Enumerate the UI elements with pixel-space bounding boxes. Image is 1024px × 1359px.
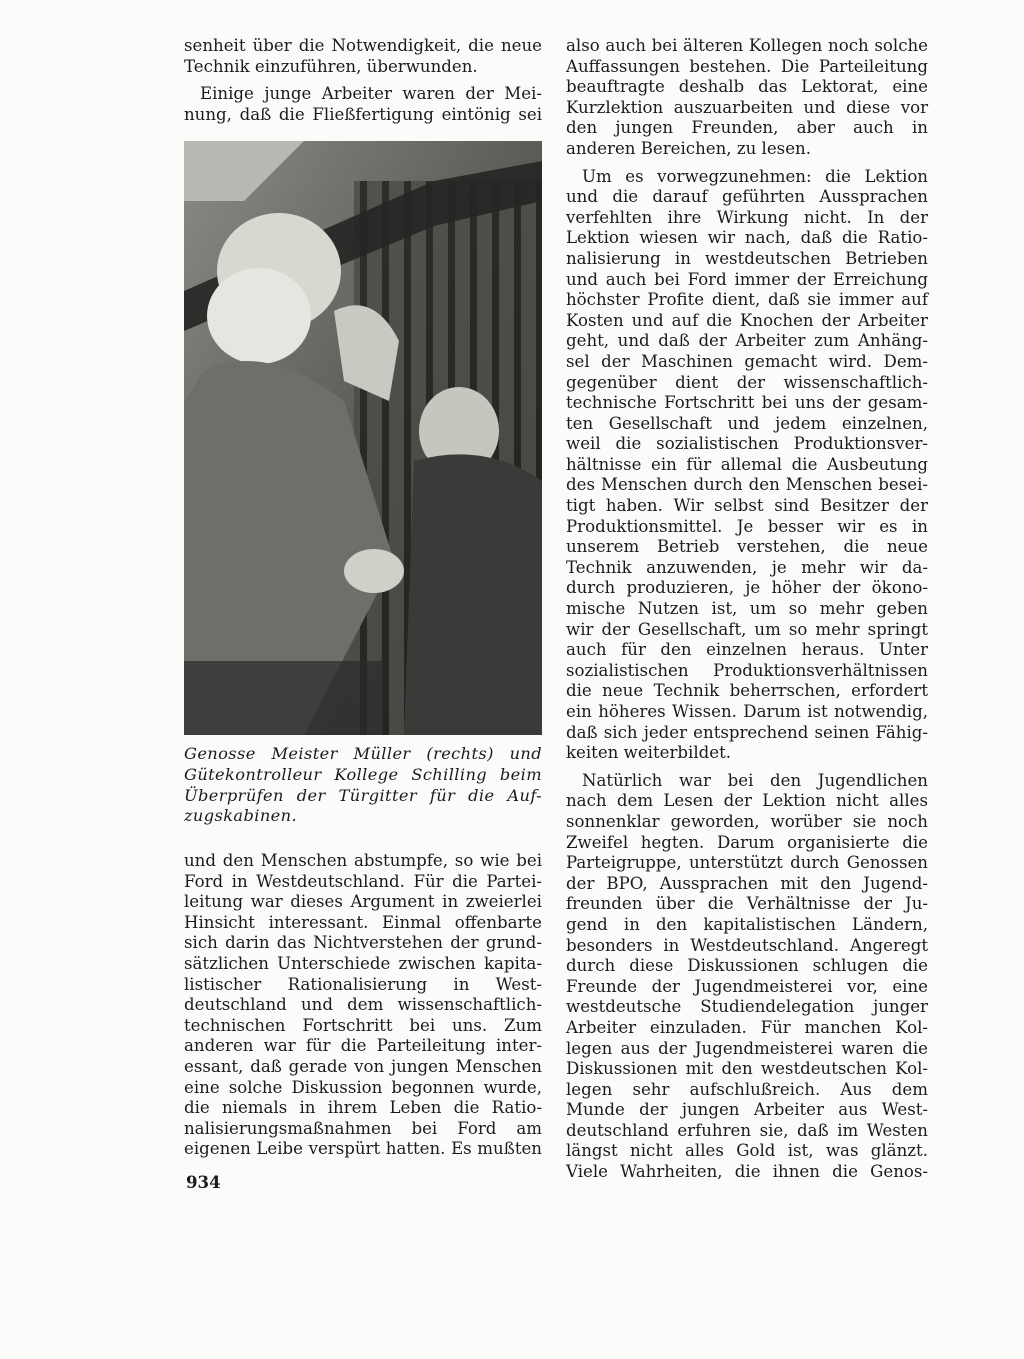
- text-line: durch diese Diskussionen schlugen die: [566, 956, 928, 976]
- text-line: Diskussionen mit den westdeutschen Kol-: [566, 1059, 928, 1079]
- text-line: Technik anzuwenden, je mehr wir da-: [566, 557, 928, 577]
- text-line: technische Fortschritt bei uns der gesam-: [566, 393, 928, 413]
- text-line: des Menschen durch den Menschen besei-: [566, 475, 928, 495]
- text-line: sich darin das Nichtverstehen der grund-: [184, 933, 542, 953]
- text-line: durch produzieren, je höher der ökono-: [566, 578, 928, 598]
- text-line: eigenen Leibe verspürt hatten. Es mußten: [184, 1139, 542, 1159]
- text-line: Hinsicht interessant. Einmal offenbarte: [184, 912, 542, 932]
- text-line: die niemals in ihrem Leben die Ratio-: [184, 1098, 542, 1118]
- text-line: auch für den einzelnen heraus. Unter: [566, 640, 928, 660]
- right-column: [566, 36, 928, 1183]
- text-line: Parteigruppe, unterstützt durch Genossen: [566, 853, 928, 873]
- text-line: beauftragte deshalb das Lektorat, eine: [566, 77, 928, 97]
- text-line: und die darauf geführten Aussprachen: [566, 187, 928, 207]
- text-line: ten Gesellschaft und jedem einzelnen,: [566, 413, 928, 433]
- text-line: technischen Fortschritt bei uns. Zum: [184, 1015, 542, 1035]
- text-line: nung, daß die Fließfertigung eintönig sei: [184, 104, 542, 124]
- caption-line: zugskabinen.: [184, 806, 297, 826]
- text-line: legen sehr aufschlußreich. Aus dem: [566, 1079, 928, 1099]
- text-line: weil die sozialistischen Produktionsver-: [566, 434, 928, 454]
- text-line: Munde der jungen Arbeiter aus West-: [566, 1100, 928, 1120]
- text-line: daß sich jeder entsprechend seinen Fähig-: [566, 722, 928, 742]
- text-line: freunden über die Verhältnisse der Ju-: [566, 894, 928, 914]
- text-line: unserem Betrieb verstehen, die neue: [566, 537, 928, 557]
- text-line: höchster Profite dient, daß sie immer auf: [566, 290, 928, 310]
- text-line: sozialistischen Produktionsverhältnissen: [566, 660, 928, 680]
- text-line: nalisierungsmaßnahmen bei Ford am: [184, 1118, 542, 1138]
- text-line: Produktionsmittel. Je besser wir es in: [566, 516, 928, 536]
- text-line: die neue Technik beherrschen, erfordert: [566, 681, 928, 701]
- text-line: deutschland und dem wissenschaftlich-: [184, 995, 542, 1015]
- text-line: essant, daß gerade von jungen Menschen: [184, 1056, 542, 1076]
- text-line: und auch bei Ford immer der Erreichung: [566, 269, 928, 289]
- text-line: listischer Rationalisierung in West-: [184, 974, 542, 994]
- text-line: eine solche Diskussion begonnen wurde,: [184, 1077, 542, 1097]
- left-column-top: [184, 36, 542, 125]
- text-line: sel der Maschinen gemacht wird. Dem-: [566, 351, 928, 371]
- text-line: anderen Bereichen, zu lesen.: [566, 138, 811, 158]
- text-line: Natürlich war bei den Jugendlichen: [582, 770, 928, 790]
- text-line: sonnenklar geworden, worüber sie noch: [566, 811, 928, 831]
- text-line: hältnisse ein für allemal die Ausbeutung: [566, 454, 928, 474]
- text-line: gegenüber dient der wissenschaftlich-: [566, 372, 928, 392]
- text-line: sätzlichen Unterschiede zwischen kapita-: [184, 953, 542, 973]
- text-line: der BPO, Aussprachen mit den Jugend-: [566, 873, 928, 893]
- text-line: Einige junge Arbeiter waren der Mei-: [200, 84, 542, 104]
- text-line: westdeutsche Studiendelegation junger: [566, 997, 928, 1017]
- text-line: Um es vorwegzunehmen: die Lektion: [582, 166, 928, 186]
- caption-line: Überprüfen der Türgitter für die Auf-: [184, 785, 542, 805]
- text-line: Kosten und auf die Knochen der Arbeiter: [566, 310, 928, 330]
- text-line: verfehlten ihre Wirkung nicht. In der: [566, 207, 928, 227]
- caption-line: Gütekontrolleur Kollege Schilling beim: [184, 764, 542, 784]
- text-line: Auffassungen bestehen. Die Parteileitung: [566, 56, 928, 76]
- text-line: gend in den kapitalistischen Ländern,: [566, 914, 928, 934]
- text-line: tigt haben. Wir selbst sind Besitzer der: [566, 496, 928, 516]
- text-line: Kurzlektion auszuarbeiten und diese vor: [566, 97, 928, 117]
- text-line: mische Nutzen ist, um so mehr geben: [566, 599, 928, 619]
- text-line: also auch bei älteren Kollegen noch solche: [566, 36, 928, 55]
- text-line: Ford in Westdeutschland. Für die Partei-: [184, 871, 542, 891]
- page-number: 934: [186, 1172, 221, 1192]
- text-line: Zweifel hegten. Darum organisierte die: [566, 832, 928, 852]
- text-line: nalisierung in westdeutschen Betrieben: [566, 248, 928, 268]
- text-line: Lektion wiesen wir nach, daß die Ratio-: [566, 228, 928, 248]
- workers-photo-icon: [184, 141, 542, 735]
- text-line: leitung war dieses Argument in zweierlei: [184, 892, 542, 912]
- text-line: anderen war für die Parteileitung inter-: [184, 1036, 542, 1056]
- text-line: Viele Wahrheiten, die ihnen die Genos-: [566, 1162, 928, 1182]
- text-line: geht, und daß der Arbeiter zum Anhäng-: [566, 331, 928, 351]
- text-line: keiten weiterbildet.: [566, 743, 732, 763]
- caption-line: Genosse Meister Müller (rechts) und: [184, 744, 542, 763]
- text-line: den jungen Freunden, aber auch in: [566, 118, 928, 138]
- left-column-bottom: [184, 851, 542, 1160]
- text-line: deutschland erfuhren sie, daß im Westen: [566, 1120, 928, 1140]
- text-line: besonders in Westdeutschland. Angeregt: [566, 935, 928, 955]
- text-line: nach dem Lesen der Lektion nicht alles: [566, 791, 928, 811]
- text-line: ein höheres Wissen. Darum ist notwendig,: [566, 702, 928, 721]
- text-line: legen aus der Jugendmeisterei waren die: [566, 1038, 928, 1058]
- text-line: und den Menschen abstumpfe, so wie bei: [184, 851, 542, 870]
- text-line: längst nicht alles Gold ist, was glänzt.: [566, 1141, 928, 1161]
- text-line: Technik einzuführen, überwunden.: [184, 56, 478, 76]
- text-line: Arbeiter einzuladen. Für manchen Kol-: [566, 1017, 928, 1037]
- text-line: wir der Gesellschaft, um so mehr springt: [566, 619, 928, 639]
- text-line: senheit über die Notwendigkeit, die neue: [184, 36, 542, 55]
- photo-caption: [184, 744, 542, 827]
- photo-figure: [184, 141, 542, 735]
- text-line: Freunde der Jugendmeisterei vor, eine: [566, 976, 928, 996]
